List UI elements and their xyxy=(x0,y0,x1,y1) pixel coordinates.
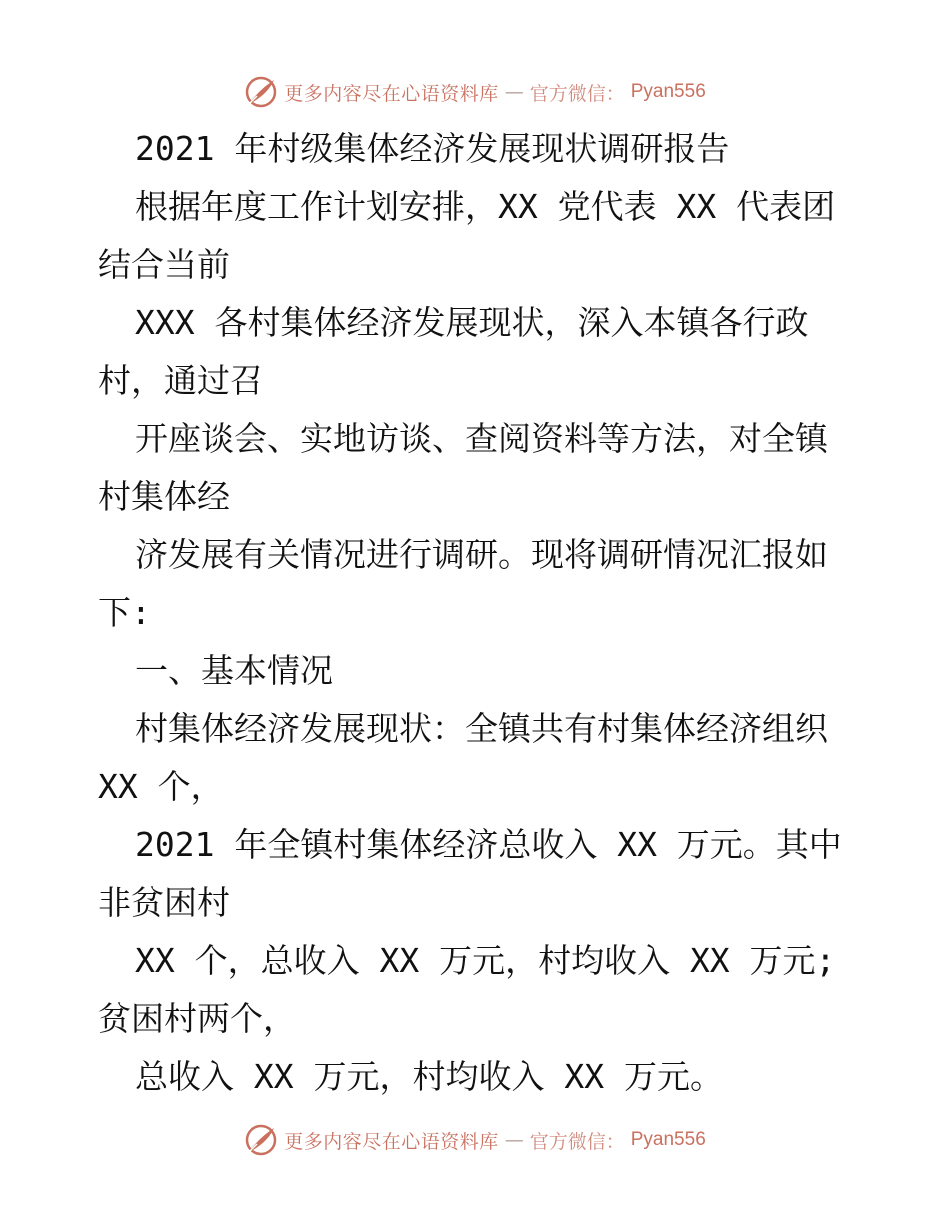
paragraph-line: 开座谈会、实地访谈、查阅资料等方法，对全镇 xyxy=(135,419,828,458)
watermark-separator: — xyxy=(504,1129,524,1151)
paragraph-line: 济发展有关情况进行调研。现将调研情况汇报如 xyxy=(135,535,828,574)
paragraph-line: 村，通过召 xyxy=(98,361,263,400)
watermark-site-text: 更多内容尽在心语资料库 xyxy=(284,1130,499,1153)
quill-logo-icon xyxy=(244,75,278,109)
paragraph-line: XX 个， xyxy=(98,767,224,806)
paragraph-line: 村集体经 xyxy=(98,477,230,516)
paragraph-line: 下: xyxy=(98,593,151,632)
document-title: 2021 年村级集体经济发展现状调研报告 xyxy=(135,129,730,168)
section-heading: 一、基本情况 xyxy=(135,651,333,690)
header-watermark xyxy=(0,72,950,112)
watermark-wechat-label: 官方微信： xyxy=(529,1130,625,1153)
document-body xyxy=(98,120,858,1106)
quill-logo-icon xyxy=(244,1123,278,1157)
paragraph-line: 总收入 XX 万元，村均收入 XX 万元。 xyxy=(135,1057,723,1096)
paragraph-line: XXX 各村集体经济发展现状，深入本镇各行政 xyxy=(135,303,809,342)
watermark-separator: — xyxy=(504,81,524,103)
footer-watermark xyxy=(0,1120,950,1160)
watermark-site-text: 更多内容尽在心语资料库 xyxy=(284,82,499,105)
paragraph-line: 根据年度工作计划安排，XX 党代表 XX 代表团 xyxy=(135,187,836,226)
watermark-wechat-id: Pyan556 xyxy=(630,1129,706,1150)
watermark-wechat-label: 官方微信： xyxy=(529,82,625,105)
paragraph-line: 贫困村两个， xyxy=(98,999,296,1038)
watermark-wechat-id: Pyan556 xyxy=(630,81,706,102)
paragraph-line: 非贫困村 xyxy=(98,883,230,922)
paragraph-line: 2021 年全镇村集体经济总收入 XX 万元。其中 xyxy=(135,825,842,864)
paragraph-line: 村集体经济发展现状：全镇共有村集体经济组织 xyxy=(135,709,828,748)
paragraph-line: 结合当前 xyxy=(98,245,230,284)
paragraph-line: XX 个，总收入 XX 万元，村均收入 XX 万元; xyxy=(135,941,836,980)
